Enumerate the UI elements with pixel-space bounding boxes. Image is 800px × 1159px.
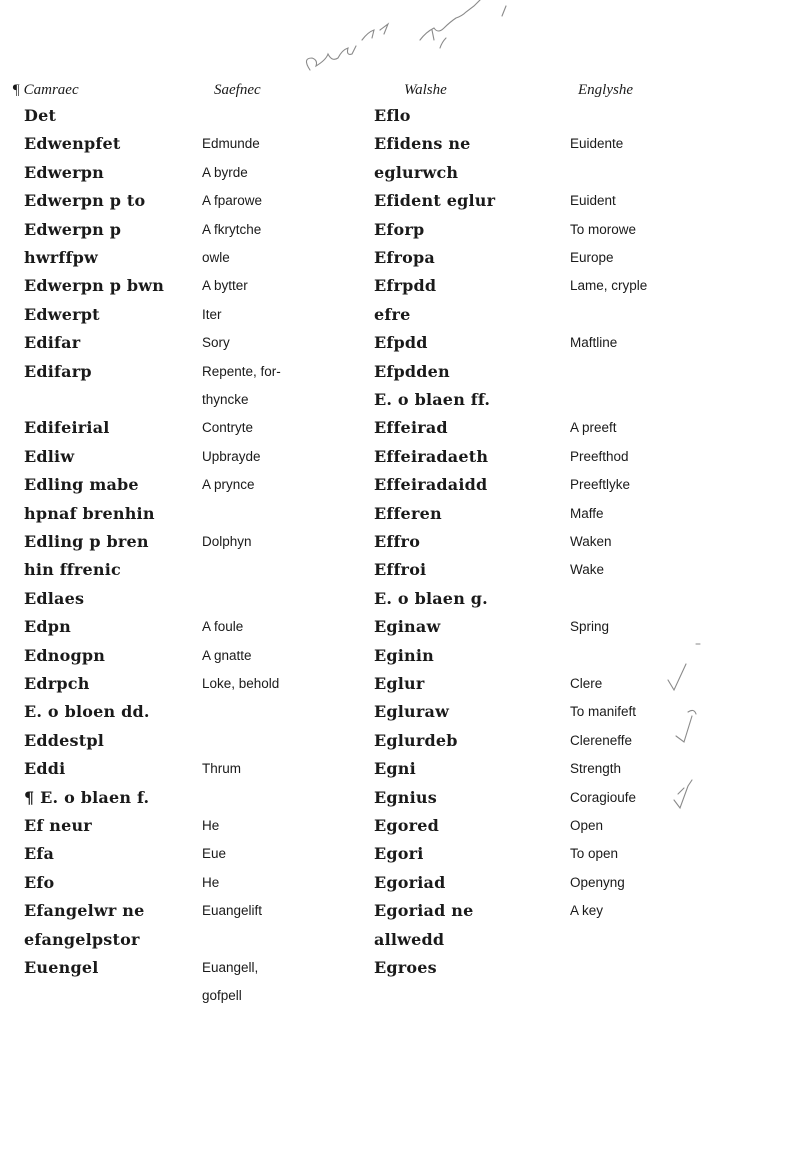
welsh-headword-camraec: Edifeirial xyxy=(24,418,110,438)
pencil-scribble xyxy=(0,0,800,80)
welsh-headword-walshe: eglurwch xyxy=(374,162,459,182)
table-row xyxy=(0,106,800,134)
table-row xyxy=(0,589,800,617)
welsh-headword-walshe: Efferen xyxy=(374,503,442,523)
english-gloss-englyshe: A key xyxy=(570,903,604,919)
welsh-headword-camraec: hpnaf brenhin xyxy=(24,503,155,523)
welsh-headword-camraec: Edling mabe xyxy=(24,475,139,495)
header-camraec-label: Camraec xyxy=(23,82,79,98)
pencil-tick-marks xyxy=(660,640,730,850)
english-gloss-saefnec: A fparowe xyxy=(202,193,263,209)
english-gloss-saefnec: A foule xyxy=(202,619,244,635)
english-gloss-saefnec: Sory xyxy=(202,335,230,351)
welsh-headword-camraec: Edwerpn p xyxy=(24,219,122,239)
welsh-headword-walshe: Egoriad xyxy=(374,872,446,892)
welsh-headword-walshe: Egored xyxy=(374,816,440,835)
welsh-headword-camraec: Edifarp xyxy=(24,361,92,381)
table-row xyxy=(0,390,800,418)
table-row xyxy=(0,475,800,503)
table-row xyxy=(0,134,800,162)
welsh-headword-camraec: Det xyxy=(24,106,57,125)
english-gloss-saefnec: Iter xyxy=(202,306,222,322)
table-row xyxy=(0,901,800,929)
welsh-headword-camraec: Ef neur xyxy=(24,816,92,835)
english-gloss-englyshe: Lame, cryple xyxy=(570,278,648,294)
welsh-headword-walshe: Effeiradaeth xyxy=(374,446,489,466)
welsh-headword-walshe: efre xyxy=(374,304,411,324)
welsh-headword-walshe: Eglur xyxy=(374,674,425,693)
welsh-headword-walshe: Efident eglur xyxy=(374,191,496,211)
english-gloss-saefnec: Contryte xyxy=(202,420,254,436)
welsh-headword-camraec: Edrpch xyxy=(24,674,90,693)
english-gloss-saefnec: He xyxy=(202,818,220,833)
column-header-englyshe: Englyshe xyxy=(578,82,633,98)
welsh-headword-walshe: Eforp xyxy=(374,219,425,239)
welsh-headword-walshe: E. o blaen g. xyxy=(374,588,488,608)
welsh-headword-camraec: Ednogpn xyxy=(24,645,106,665)
english-gloss-saefnec: Eue xyxy=(202,846,227,862)
welsh-headword-walshe: Eginaw xyxy=(374,617,441,637)
english-gloss-englyshe: To open xyxy=(570,846,619,862)
table-row xyxy=(0,504,800,532)
welsh-headword-camraec: hin ffrenic xyxy=(24,560,121,580)
table-row xyxy=(0,958,800,986)
table-row xyxy=(0,305,800,333)
welsh-headword-camraec: hwrffpw xyxy=(24,248,98,267)
welsh-headword-walshe: Egluraw xyxy=(374,702,450,722)
english-gloss-saefnec: A byrde xyxy=(202,164,248,180)
english-gloss-saefnec: owle xyxy=(202,250,230,265)
english-gloss-englyshe: Clere xyxy=(570,676,603,691)
english-gloss-englyshe: Preeftlyke xyxy=(570,477,631,493)
english-gloss-englyshe: Open xyxy=(570,818,604,833)
english-gloss-englyshe: Euidente xyxy=(570,136,624,152)
english-gloss-englyshe: Preefthod xyxy=(570,448,629,464)
welsh-headword-camraec: Eddi xyxy=(24,759,66,779)
table-row xyxy=(0,986,800,1014)
welsh-headword-walshe: Eginin xyxy=(374,645,435,665)
welsh-headword-walshe: Efrpdd xyxy=(374,276,437,296)
welsh-headword-camraec: Edling p bren xyxy=(24,532,149,551)
welsh-headword-walshe: Efropa xyxy=(374,248,435,267)
english-gloss-saefnec: A bytter xyxy=(202,278,248,294)
english-gloss-saefnec: Upbrayde xyxy=(202,448,261,464)
english-gloss-saefnec: Dolphyn xyxy=(202,534,252,549)
table-row xyxy=(0,362,800,390)
welsh-headword-camraec: Edpn xyxy=(24,617,72,637)
welsh-headword-walshe: Effroi xyxy=(374,560,427,580)
welsh-headword-camraec: Edlaes xyxy=(24,588,85,608)
table-row xyxy=(0,447,800,475)
welsh-headword-camraec: Edifar xyxy=(24,333,81,353)
welsh-headword-walshe: E. o blaen ff. xyxy=(374,390,491,409)
english-gloss-saefnec: thyncke xyxy=(202,392,249,407)
english-gloss-englyshe: Spring xyxy=(570,619,610,635)
english-gloss-englyshe: Euident xyxy=(570,193,616,209)
english-gloss-englyshe: Openyng xyxy=(570,874,625,890)
welsh-headword-camraec: efangelpstor xyxy=(24,929,140,949)
welsh-headword-camraec: Edwerpt xyxy=(24,304,100,324)
column-header-walshe: Walshe xyxy=(404,82,447,98)
welsh-headword-walshe: Effeiradaidd xyxy=(374,475,488,495)
table-row xyxy=(0,930,800,958)
welsh-headword-walshe: Eflo xyxy=(374,106,411,125)
welsh-headword-camraec: Efo xyxy=(24,872,55,892)
welsh-headword-walshe: Egnius xyxy=(374,787,437,807)
english-gloss-saefnec: He xyxy=(202,874,220,890)
welsh-headword-camraec: Edwerpn p bwn xyxy=(24,276,165,296)
welsh-headword-camraec: Edliw xyxy=(24,446,75,466)
welsh-headword-camraec: Euengel xyxy=(24,958,99,977)
welsh-headword-camraec: ¶ E. o blaen f. xyxy=(24,787,150,807)
english-gloss-saefnec: A prynce xyxy=(202,477,255,493)
welsh-headword-walshe: allwedd xyxy=(374,929,445,949)
english-gloss-saefnec: Euangelift xyxy=(202,903,263,919)
table-row xyxy=(0,163,800,191)
english-gloss-saefnec: gofpell xyxy=(202,988,242,1004)
welsh-headword-camraec: Edwerpn xyxy=(24,162,104,182)
welsh-headword-walshe: Egoriad ne xyxy=(374,901,474,921)
table-row xyxy=(0,560,800,588)
table-row xyxy=(0,873,800,901)
welsh-headword-walshe: Efpdd xyxy=(374,333,428,353)
english-gloss-saefnec: A gnatte xyxy=(202,647,252,663)
english-gloss-saefnec: Thrum xyxy=(202,761,242,777)
welsh-headword-walshe: Efpdden xyxy=(374,361,450,381)
english-gloss-saefnec: Repente, for- xyxy=(202,363,281,379)
pilcrow-mark: ¶ xyxy=(12,82,20,98)
welsh-headword-camraec: E. o bloen dd. xyxy=(24,702,150,722)
welsh-headword-walshe: Egni xyxy=(374,759,416,779)
english-gloss-saefnec: Edmunde xyxy=(202,136,260,152)
english-gloss-englyshe: Wake xyxy=(570,562,605,578)
welsh-headword-walshe: Eglurdeb xyxy=(374,730,458,750)
english-gloss-englyshe: Maftline xyxy=(570,335,618,351)
table-row xyxy=(0,532,800,560)
welsh-headword-walshe: Efidens ne xyxy=(374,134,471,154)
column-header-camraec xyxy=(12,82,79,99)
welsh-headword-camraec: Efangelwr ne xyxy=(24,901,145,921)
english-gloss-englyshe: Europe xyxy=(570,250,614,265)
english-gloss-englyshe: Maffe xyxy=(570,505,604,521)
welsh-headword-walshe: Egroes xyxy=(374,958,437,977)
welsh-headword-walshe: Effro xyxy=(374,532,421,551)
welsh-headword-camraec: Edwerpn p to xyxy=(24,191,146,211)
welsh-headword-camraec: Edwenpfet xyxy=(24,134,121,154)
english-gloss-englyshe: To manifeft xyxy=(570,704,637,720)
welsh-headword-walshe: Egori xyxy=(374,844,424,864)
table-row xyxy=(0,333,800,361)
english-gloss-englyshe: Waken xyxy=(570,534,612,549)
english-gloss-saefnec: A fkrytche xyxy=(202,221,262,237)
table-row xyxy=(0,418,800,446)
english-gloss-englyshe: To morowe xyxy=(570,221,637,237)
table-row xyxy=(0,276,800,304)
table-row xyxy=(0,220,800,248)
english-gloss-saefnec: Loke, behold xyxy=(202,676,280,691)
welsh-headword-camraec: Efa xyxy=(24,844,55,864)
english-gloss-saefnec: Euangell, xyxy=(202,960,259,975)
english-gloss-englyshe: Strength xyxy=(570,761,622,777)
table-row xyxy=(0,191,800,219)
english-gloss-englyshe: Clereneffe xyxy=(570,732,633,748)
welsh-headword-walshe: Effeirad xyxy=(374,418,448,438)
english-gloss-englyshe: A preeft xyxy=(570,420,617,436)
column-header-saefnec: Saefnec xyxy=(214,82,261,98)
welsh-headword-camraec: Eddestpl xyxy=(24,730,105,750)
english-gloss-englyshe: Coragioufe xyxy=(570,789,637,805)
table-row xyxy=(0,248,800,276)
